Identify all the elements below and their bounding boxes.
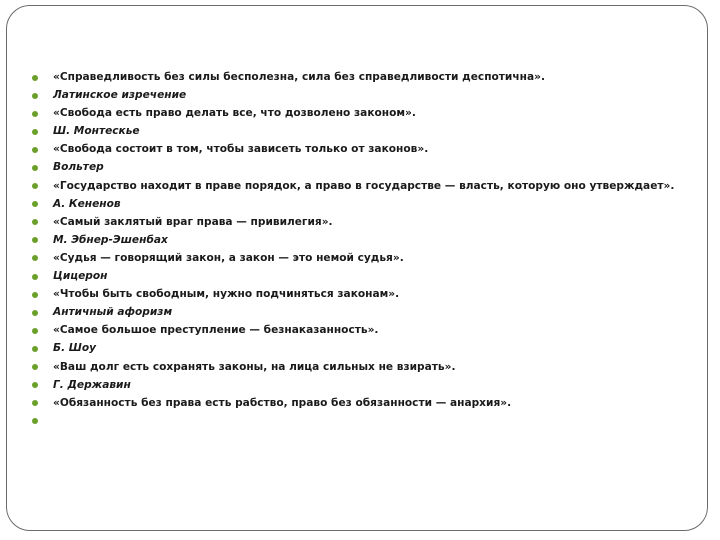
quote-text: «Свобода состоит в том, чтобы зависеть только от законов». bbox=[53, 143, 429, 156]
bullet-icon bbox=[32, 274, 38, 280]
bullet-icon bbox=[32, 400, 38, 406]
author-item bbox=[32, 303, 692, 321]
bullet-icon bbox=[32, 147, 38, 153]
bullet-icon bbox=[32, 346, 38, 352]
quote-text: «Ваш долг есть сохранять законы, на лица сильных не взирать». bbox=[53, 360, 456, 373]
quote-text: «Государство находит в праве порядок, а право в государстве — власть, которую оно утверждает». bbox=[53, 179, 675, 192]
quote-list bbox=[32, 68, 692, 430]
quote-item bbox=[32, 285, 692, 303]
bullet-icon bbox=[32, 129, 38, 135]
quote-item bbox=[32, 140, 692, 158]
author-item bbox=[32, 267, 692, 285]
bullet-icon bbox=[32, 418, 38, 424]
quote-item bbox=[32, 177, 692, 195]
bullet-icon bbox=[32, 364, 38, 370]
quote-text: «Самое большое преступление — безнаказанность». bbox=[53, 324, 379, 337]
author-item bbox=[32, 231, 692, 249]
quote-item bbox=[32, 321, 692, 339]
author-item bbox=[32, 195, 692, 213]
author-item bbox=[32, 158, 692, 176]
bullet-icon bbox=[32, 201, 38, 207]
quote-text: «Чтобы быть свободным, нужно подчиняться законам». bbox=[53, 288, 400, 301]
quote-text: «Свобода есть право делать все, что дозволено законом». bbox=[53, 107, 416, 120]
bullet-icon bbox=[32, 292, 38, 298]
bullet-icon bbox=[32, 75, 38, 81]
author-item bbox=[32, 339, 692, 357]
bullet-icon bbox=[32, 219, 38, 225]
author-item bbox=[32, 122, 692, 140]
bullet-icon bbox=[32, 382, 38, 388]
author-text: Б. Шоу bbox=[53, 342, 97, 355]
author-item bbox=[32, 376, 692, 394]
author-text: М. Эбнер-Эшенбах bbox=[53, 233, 168, 246]
bullet-icon bbox=[32, 165, 38, 171]
bullet-icon bbox=[32, 93, 38, 99]
bullet-icon bbox=[32, 111, 38, 117]
author-text: А. Кененов bbox=[53, 197, 121, 210]
bullet-icon bbox=[32, 255, 38, 261]
bullet-icon bbox=[32, 310, 38, 316]
author-text: Ш. Монтескье bbox=[53, 125, 140, 138]
bullet-icon bbox=[32, 183, 38, 189]
author-item bbox=[32, 86, 692, 104]
quote-item bbox=[32, 358, 692, 376]
quote-text: «Судья — говорящий закон, а закон — это немой судья». bbox=[53, 251, 404, 264]
author-text: Г. Державин bbox=[53, 378, 131, 391]
slide-frame bbox=[6, 5, 708, 531]
quote-text: «Обязанность без права есть рабство, право без обязанности — анархия». bbox=[53, 396, 512, 409]
author-text: Вольтер bbox=[53, 161, 104, 174]
bullet-icon bbox=[32, 237, 38, 243]
author-text: Античный афоризм bbox=[53, 306, 173, 319]
author-text: Цицерон bbox=[53, 270, 108, 283]
quote-text: «Справедливость без силы бесполезна, сила без справедливости деспотична». bbox=[53, 71, 545, 83]
bullet-icon bbox=[32, 328, 38, 334]
author-text: Латинское изречение bbox=[53, 89, 187, 102]
quote-item bbox=[32, 249, 692, 267]
quote-item bbox=[32, 394, 692, 412]
quote-item bbox=[32, 68, 692, 86]
empty-item bbox=[32, 412, 692, 430]
quote-item bbox=[32, 213, 692, 231]
quote-item bbox=[32, 104, 692, 122]
quote-text: «Самый заклятый враг права — привилегия». bbox=[53, 215, 333, 228]
